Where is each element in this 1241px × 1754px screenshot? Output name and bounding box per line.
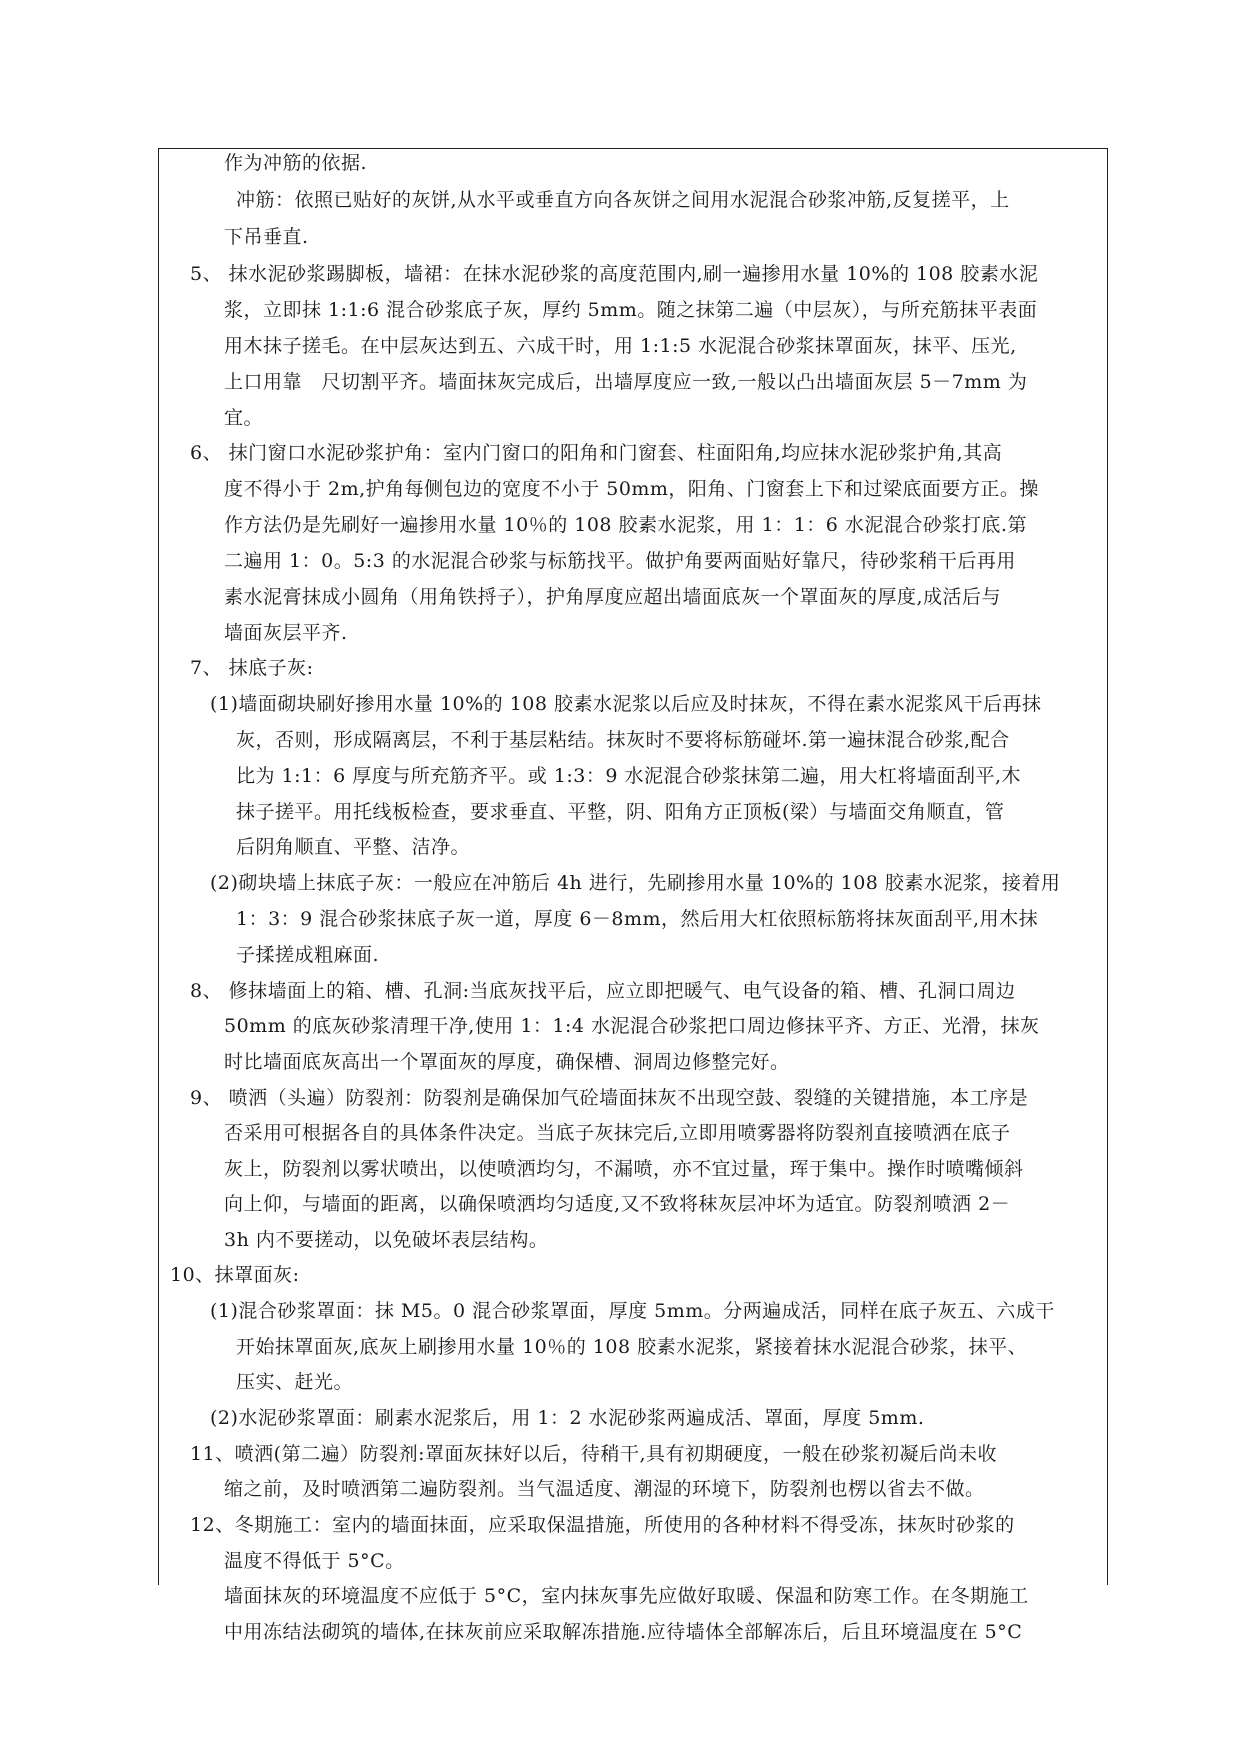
text-line: 8、 修抹墙面上的箱、槽、孔洞:当底灰找平后，应立即把暖气、电气设备的箱、槽、孔洞口周边 [190, 980, 1016, 1002]
text-line: 二遍用 1：0。5:3 的水泥混合砂浆与标筋找平。做护角要两面贴好靠尺，待砂浆稍干后再用 [224, 550, 1016, 572]
text-line: 墙面抹灰的环境温度不应低于 5°C，室内抹灰事先应做好取暖、保温和防寒工作。在冬期施工 [224, 1585, 1029, 1607]
text-line: 6、 抹门窗口水泥砂浆护角：室内门窗口的阳角和门窗套、柱面阳角,均应抹水泥砂浆护角,其高 [190, 442, 1003, 464]
text-line: 开始抹罩面灰,底灰上刷掺用水量 10％的 108 胶素水泥浆，紧接着抹水泥混合砂浆，抹平、 [236, 1336, 1028, 1358]
text-line: 向上仰，与墙面的距离，以确保喷洒均匀适度,又不致将秣灰层冲坏为适宜。防裂剂喷洒 2－ [224, 1193, 1011, 1215]
text-line: 1：3：9 混合砂浆抹底子灰一道，厚度 6－8mm，然后用大杠依照标筋将抹灰面刮平,用木抹 [236, 908, 1039, 930]
text-line: 宜。 [224, 407, 264, 429]
text-line: 作方法仍是先刷好一遍掺用水量 10％的 108 胶素水泥浆，用 1：1：6 水泥混合砂浆打底.第 [224, 514, 1027, 536]
text-line: 否采用可根据各自的具体条件决定。当底子灰抹完后,立即用喷雾器将防裂剂直接喷洒在底子 [224, 1122, 1011, 1144]
text-line: (2)水泥砂浆罩面：刷素水泥浆后，用 1：2 水泥砂浆两遍成活、罩面，厚度 5mm. [210, 1407, 925, 1429]
text-line: (1)混合砂浆罩面：抹 M5。0 混合砂浆罩面，厚度 5mm。分两遍成活，同样在底子灰五、六成干 [210, 1300, 1055, 1322]
text-line: 50mm 的底灰砂浆清理干净,使用 1：1:4 水泥混合砂浆把口周边修抹平齐、方正、光滑，抹灰 [224, 1015, 1040, 1037]
text-line: 比为 1:1：6 厚度与所充筋齐平。或 1:3：9 水泥混合砂浆抹第二遍，用大杠将墙面刮平,木 [236, 765, 1022, 787]
text-line: 7、 抹底子灰: [190, 657, 314, 679]
text-line: 3h 内不要搓动，以免破坏表层结构。 [224, 1229, 549, 1251]
text-line: 后阴角顺直、平整、洁净。 [236, 836, 471, 858]
text-line: 缩之前，及时喷洒第二遍防裂剂。当气温适度、潮湿的环境下，防裂剂也楞以省去不做。 [224, 1478, 985, 1500]
text-line: 用木抹子搓毛。在中层灰达到五、六成干时，用 1:1:5 水泥混合砂浆抹罩面灰，抹平、压光, [224, 335, 1017, 357]
text-line: 中用冻结法砌筑的墙体,在抹灰前应采取解冻措施.应待墙体全部解冻后，后且环境温度在 5°C [224, 1621, 1023, 1643]
text-line: 下吊垂直. [224, 226, 309, 248]
text-line: (2)砌块墙上抹底子灰：一般应在冲筋后 4h 进行，先刷掺用水量 10%的 108 胶素水泥浆，接着用 [210, 872, 1061, 894]
text-line: 浆，立即抹 1:1:6 混合砂浆底子灰，厚约 5mm。随之抹第二遍（中层灰），与所充筋抹平表面 [224, 299, 1038, 321]
text-line: 灰，否则，形成隔离层，不利于基层粘结。抹灰时不要将标筋碰坏.第一遍抹混合砂浆,配合 [236, 729, 1010, 751]
text-line: 上口用靠 尺切割平齐。墙面抹灰完成后，出墙厚度应一致,一般以凸出墙面灰层 5－7mm 为 [224, 371, 1028, 393]
text-line: 墙面灰层平齐. [224, 622, 348, 644]
text-line: 冲筋：依照已贴好的灰饼,从水平或垂直方向各灰饼之间用水泥混合砂浆冲筋,反复搓平，上 [236, 189, 1010, 211]
text-line: 度不得小于 2m,护角每侧包边的宽度不小于 50mm，阳角、门窗套上下和过梁底面要方正。操 [224, 478, 1039, 500]
text-line: 11、喷洒(第二遍）防裂剂:罩面灰抹好以后，待稍干,具有初期硬度，一般在砂浆初凝后尚未收 [190, 1443, 998, 1465]
text-line: 12、冬期施工：室内的墙面抹面，应采取保温措施，所使用的各种材料不得受冻，抹灰时砂浆的 [190, 1514, 1015, 1536]
text-line: 子揉搓成粗麻面. [236, 944, 380, 966]
text-line: 时比墙面底灰高出一个罩面灰的厚度，确保槽、洞周边修整完好。 [224, 1051, 790, 1073]
text-line: 作为冲筋的依据. [224, 152, 368, 174]
text-line: 压实、赶光。 [236, 1371, 354, 1393]
text-line: 灰上，防裂剂以雾状喷出，以使喷洒均匀，不漏喷，亦不宜过量，珲于集中。操作时喷嘴倾斜 [224, 1158, 1024, 1180]
text-line: (1)墙面砌块刷好掺用水量 10%的 108 胶素水泥浆以后应及时抹灰，不得在素水泥浆风干后再抹 [210, 693, 1042, 715]
text-line: 抹子搓平。用托线板检查，要求垂直、平整，阴、阳角方正顶板(梁）与墙面交角顺直，管 [236, 801, 1005, 823]
text-line: 9、 喷洒（头遍）防裂剂：防裂剂是确保加气砼墙面抹灰不出现空鼓、裂缝的关键措施，本工序是 [190, 1087, 1029, 1109]
text-line: 10、抹罩面灰: [170, 1264, 300, 1286]
text-line: 素水泥膏抹成小圆角（用角铁捋子），护角厚度应超出墙面底灰一个罩面灰的厚度,成活后与 [224, 586, 1002, 608]
text-line: 5、 抹水泥砂浆踢脚板，墙裙：在抹水泥砂浆的高度范围内,刷一遍掺用水量 10%的 108 胶素水泥 [190, 263, 1039, 285]
text-line: 温度不得低于 5°C。 [224, 1550, 405, 1572]
